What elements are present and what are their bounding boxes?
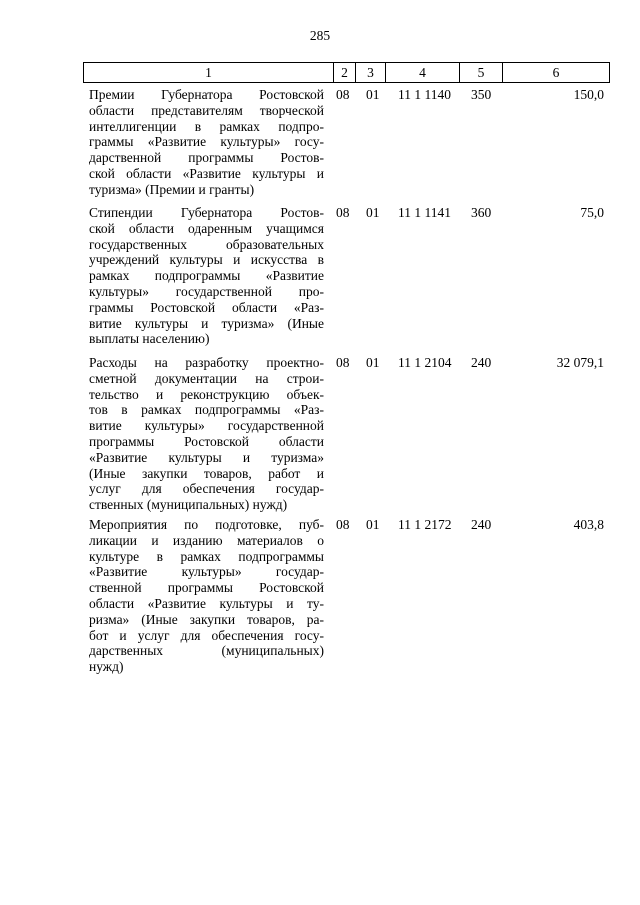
header-col-1: 1: [205, 65, 212, 80]
header-col-3: 3: [355, 63, 385, 82]
header-col-5: 5: [459, 63, 502, 82]
row-description-line: культуре в рамках подпрограммы: [89, 548, 324, 564]
row-description-line: граммы «Развитие культуры» госу-: [89, 134, 324, 150]
row-expense-type-code: 360: [471, 205, 492, 220]
row-description-line: тов в рамках подпрограммы «Раз-: [89, 402, 324, 418]
table-row: [0, 517, 640, 677]
row-description-line: услуг для обеспечения государ-: [89, 481, 324, 497]
row-description-line: Стипендии Губернатора Ростов-: [89, 205, 324, 220]
row-target-article-code: 11 1 1141: [398, 205, 451, 220]
row-expense-type-code: 240: [471, 517, 492, 532]
row-description-line: нужд): [89, 659, 124, 675]
row-subsection-code: 01: [366, 205, 380, 220]
row-description-line: государственных образовательных: [89, 236, 324, 252]
row-description-line: программы Ростовской области: [89, 433, 324, 449]
row-description-line: туризма» (Премии и гранты): [89, 181, 255, 197]
row-expense-type-code: 240: [471, 355, 492, 370]
row-description-line: витие культуры и туризма» (Иные: [89, 315, 324, 331]
row-amount: 32 079,1: [556, 355, 604, 370]
row-description-line: «Развитие культуры и туризма»: [89, 449, 324, 465]
row-description-line: бот и услуг для обеспечения госу-: [89, 627, 324, 643]
header-col-6: 6: [502, 63, 609, 82]
row-section-code: 08: [336, 355, 350, 370]
row-section-code: 08: [336, 87, 350, 102]
row-description-line: области «Развитие культуры и ту-: [89, 595, 324, 611]
row-description-line: ризма» (Иные закупки товаров, ра-: [89, 611, 324, 627]
table-row: [0, 87, 640, 205]
row-description-line: сметной документации на строи-: [89, 370, 324, 386]
row-target-article-code: 11 1 1140: [398, 87, 451, 102]
row-description-line: витие культуры» государственной: [89, 418, 324, 434]
row-section-code: 08: [336, 205, 350, 220]
row-description-line: учреждений культуры и искусства в: [89, 252, 324, 268]
row-description-line: ственных (муниципальных) нужд): [89, 497, 288, 513]
row-subsection-code: 01: [366, 355, 380, 370]
row-amount: 403,8: [573, 517, 604, 532]
table-body: [0, 87, 640, 677]
row-description-line: области представителям творческой: [89, 102, 324, 118]
header-col-2: 2: [333, 63, 355, 82]
row-description-line: интеллигенции в рамках подпро-: [89, 118, 324, 134]
row-description-line: «Развитие культуры» государ-: [89, 564, 324, 580]
row-description: [89, 205, 324, 347]
row-description-line: культуры» государственной про-: [89, 283, 324, 299]
row-description-line: граммы Ростовской области «Раз-: [89, 299, 324, 315]
row-description: [89, 87, 324, 198]
row-description-line: ликации и изданию материалов о: [89, 532, 324, 548]
row-description-line: выплаты населению): [89, 331, 210, 347]
row-description-line: ской области «Развитие культуры и: [89, 165, 324, 181]
row-description-line: ской области одаренным учащимся: [89, 220, 324, 236]
table-row: [0, 355, 640, 517]
row-amount: 75,0: [580, 205, 604, 220]
row-description-line: Премии Губернатора Ростовской: [89, 87, 324, 102]
row-description: [89, 355, 324, 513]
row-description-line: Расходы на разработку проектно-: [89, 355, 324, 370]
row-description-line: тельство и реконструкцию объек-: [89, 386, 324, 402]
header-col-4: 4: [385, 63, 459, 82]
row-section-code: 08: [336, 517, 350, 532]
row-description-line: дарственной программы Ростов-: [89, 150, 324, 166]
row-expense-type-code: 350: [471, 87, 492, 102]
row-subsection-code: 01: [366, 87, 380, 102]
table-row: [0, 205, 640, 355]
row-description: [89, 517, 324, 675]
table-header-row: [83, 62, 610, 83]
row-target-article-code: 11 1 2104: [398, 355, 452, 370]
row-description-line: дарственных (муниципальных): [89, 643, 324, 659]
row-description-line: Мероприятия по подготовке, пуб-: [89, 517, 324, 532]
row-target-article-code: 11 1 2172: [398, 517, 452, 532]
row-description-line: (Иные закупки товаров, работ и: [89, 465, 324, 481]
row-subsection-code: 01: [366, 517, 380, 532]
row-description-line: ственной программы Ростовской: [89, 580, 324, 596]
row-description-line: рамках подпрограммы «Развитие: [89, 268, 324, 284]
page-number: 285: [309, 28, 331, 43]
row-amount: 150,0: [573, 87, 604, 102]
